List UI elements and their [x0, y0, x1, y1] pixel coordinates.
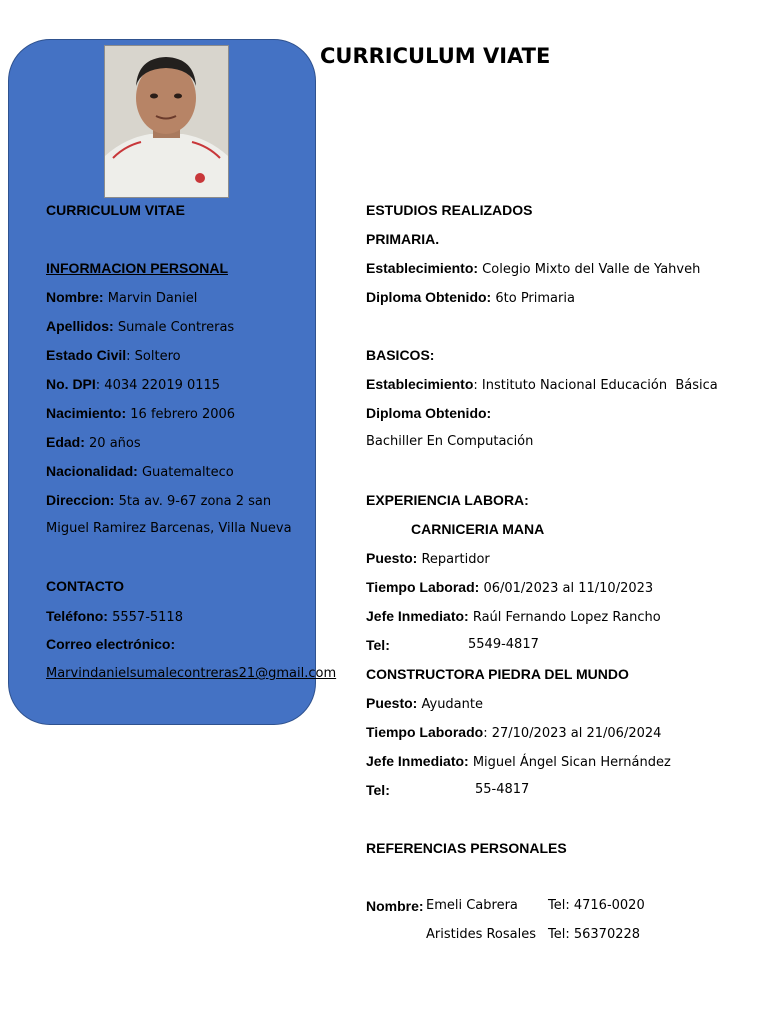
- nacionalidad-label: Nacionalidad:: [46, 463, 138, 479]
- field-nombre: [46, 287, 197, 309]
- job2-jefe-value: Miguel Ángel Sican Hernández: [472, 755, 671, 770]
- basicos-diploma-value: Bachiller En Computación: [366, 434, 534, 449]
- ref2-name: Aristides Rosales: [426, 927, 537, 942]
- apellidos-value: Sumale Contreras: [117, 320, 235, 335]
- nacimiento-value: 16 febrero 2006: [130, 407, 236, 422]
- document-title: CURRICULUM VIATE: [320, 44, 551, 68]
- nacionalidad-value: Guatemalteco: [141, 465, 234, 480]
- section-title: CURRICULUM VITAE: [46, 202, 185, 218]
- dpi-value: : 4034 22019 0115: [95, 378, 221, 393]
- field-dpi: [46, 374, 220, 396]
- studies-heading: ESTUDIOS REALIZADOS: [366, 202, 533, 218]
- job2-tiempo: [366, 722, 661, 744]
- direccion-continuation: Miguel Ramirez Barcenas, Villa Nueva: [46, 521, 292, 536]
- primaria-establecimiento: [366, 258, 700, 280]
- field-estado-civil: [46, 345, 181, 367]
- basicos-heading: BASICOS:: [366, 347, 435, 363]
- job1-tel-value: 5549-4817: [468, 637, 539, 652]
- job2-puesto-label: Puesto:: [366, 695, 418, 711]
- edad-label: Edad:: [46, 434, 85, 450]
- basicos-establecimiento: [366, 374, 718, 396]
- bas-dip-label: Diploma Obtenido:: [366, 405, 492, 421]
- job2-jefe: [366, 751, 671, 773]
- personal-info-heading: INFORMACION PERSONAL: [46, 260, 228, 276]
- field-telefono: [46, 606, 183, 628]
- field-direccion: [46, 490, 271, 512]
- job1-puesto: [366, 548, 490, 570]
- prim-est-value: Colegio Mixto del Valle de Yahveh: [482, 262, 701, 277]
- job1-jefe: [366, 606, 661, 628]
- job2-tiempo-label: Tiempo Laborado: [366, 724, 484, 740]
- job1-jefe-value: Raúl Fernando Lopez Rancho: [472, 610, 661, 625]
- experience-heading: EXPERIENCIA LABORA:: [366, 492, 529, 508]
- telefono-value: 5557-5118: [112, 610, 183, 625]
- job1-tiempo-value: 06/01/2023 al 11/10/2023: [483, 581, 654, 596]
- job2-tel-value: 55-4817: [475, 782, 530, 797]
- job2-jefe-label: Jefe Inmediato:: [366, 753, 469, 769]
- contact-heading: CONTACTO: [46, 578, 125, 594]
- references-heading: REFERENCIAS PERSONALES: [366, 840, 567, 856]
- field-correo: [46, 634, 175, 656]
- field-nacimiento: [46, 403, 235, 425]
- job1-tel-label: Tel:: [366, 637, 390, 653]
- ref2-tel: Tel: 56370228: [548, 927, 641, 942]
- direccion-label: Direccion:: [46, 492, 115, 508]
- reference-label-row: [366, 896, 424, 918]
- field-nacionalidad: [46, 461, 234, 483]
- edad-value: 20 años: [89, 436, 141, 451]
- ref-label: Nombre:: [366, 898, 424, 914]
- apellidos-label: Apellidos:: [46, 318, 114, 334]
- ref1-tel: Tel: 4716-0020: [548, 898, 645, 913]
- job1-jefe-label: Jefe Inmediato:: [366, 608, 469, 624]
- nacimiento-label: Nacimiento:: [46, 405, 127, 421]
- job1-company: CARNICERIA MANA: [411, 521, 545, 537]
- correo-label: Correo electrónico:: [46, 636, 176, 652]
- prim-dip-label: Diploma Obtenido:: [366, 289, 492, 305]
- field-apellidos: [46, 316, 234, 338]
- job1-tel: [366, 635, 390, 657]
- basicos-diploma: [366, 403, 491, 425]
- profile-photo: [104, 45, 229, 198]
- ref1-name: Emeli Cabrera: [426, 898, 518, 913]
- telefono-label: Teléfono:: [46, 608, 108, 624]
- job1-tiempo-label: Tiempo Laborad:: [366, 579, 480, 595]
- job2-tel-label: Tel:: [366, 782, 390, 798]
- bas-est-value: : Instituto Nacional Educación Básica: [473, 378, 718, 393]
- field-edad: [46, 432, 141, 454]
- job2-company: CONSTRUCTORA PIEDRA DEL MUNDO: [366, 666, 629, 682]
- nombre-value: Marvin Daniel: [107, 291, 198, 306]
- job1-puesto-label: Puesto:: [366, 550, 418, 566]
- estado-label: Estado Civil: [46, 347, 127, 363]
- direccion-value: 5ta av. 9-67 zona 2 san: [118, 494, 272, 509]
- prim-est-label: Establecimiento:: [366, 260, 479, 276]
- primaria-diploma: [366, 287, 575, 309]
- email-link[interactable]: Marvindanielsumalecontreras21@gmail.com: [46, 666, 337, 681]
- estado-value: : Soltero: [126, 349, 181, 364]
- job1-puesto-value: Repartidor: [421, 552, 490, 567]
- dpi-label: No. DPI: [46, 376, 96, 392]
- job1-tiempo: [366, 577, 653, 599]
- job2-puesto-value: Ayudante: [421, 697, 483, 712]
- job2-tiempo-value: : 27/10/2023 al 21/06/2024: [483, 726, 662, 741]
- bas-est-label: Establecimiento: [366, 376, 474, 392]
- nombre-label: Nombre:: [46, 289, 104, 305]
- job2-tel: [366, 780, 390, 802]
- email-row: [46, 664, 336, 684]
- job2-puesto: [366, 693, 483, 715]
- primaria-heading: PRIMARIA.: [366, 231, 440, 247]
- prim-dip-value: 6to Primaria: [495, 291, 575, 306]
